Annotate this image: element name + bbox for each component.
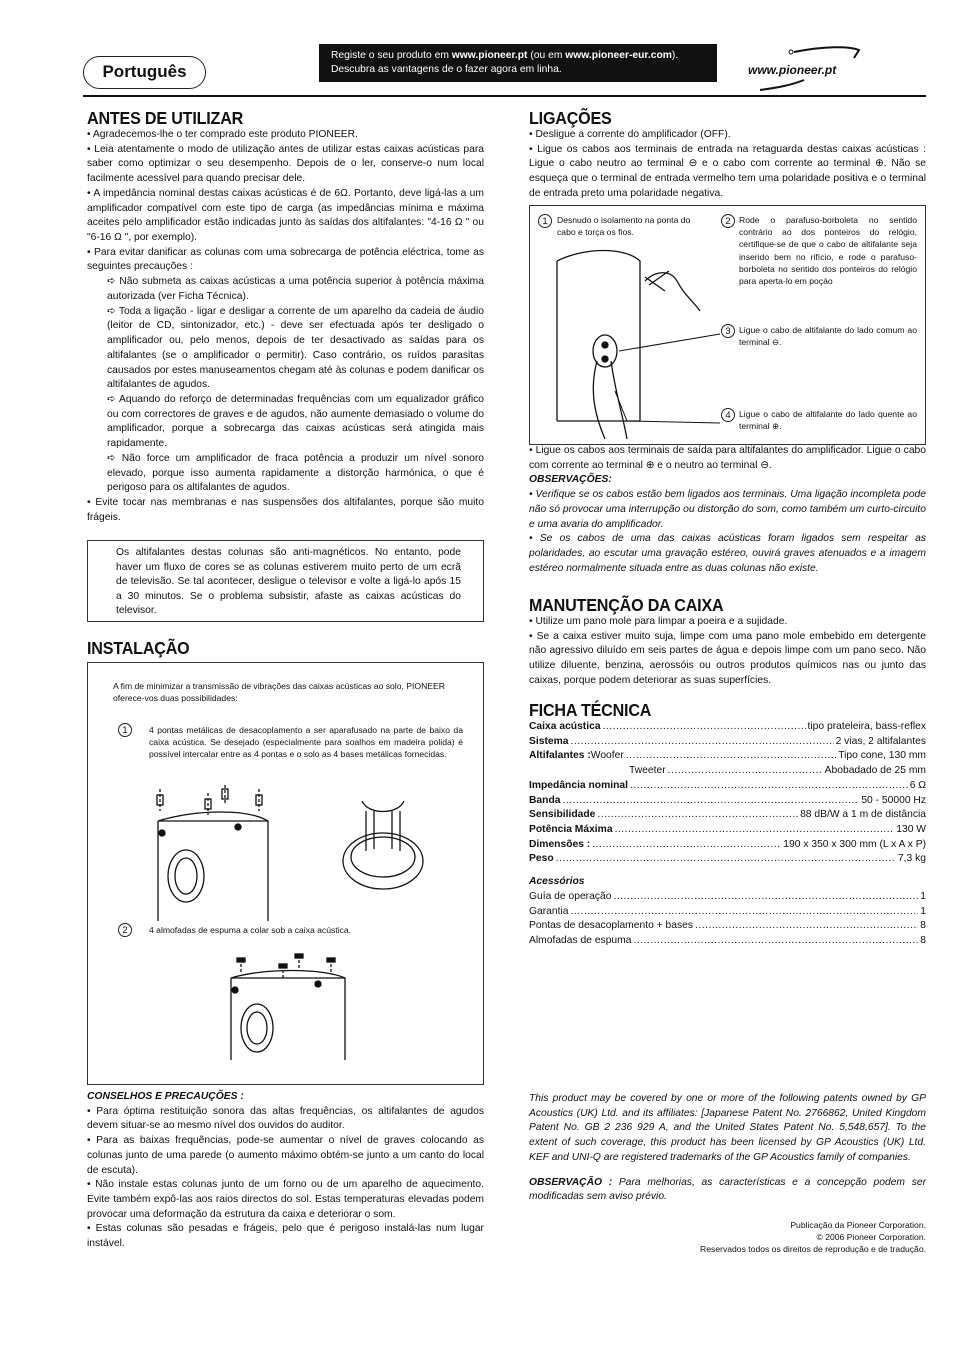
language-label: Português <box>83 56 206 89</box>
antes-p5: ➪ Não submeta as caixas acústicas a uma potência superior à potência máxima autorizada (ver Ficha Técnica). <box>107 276 484 302</box>
banner-text: ). <box>671 50 679 61</box>
accessory-value: 1 <box>920 905 926 917</box>
footer-obs-label: OBSERVAÇÃO : <box>529 1176 613 1188</box>
lig-step2-number-label: 2 <box>721 214 735 228</box>
antes-p7: ➪ Aquando do reforço de determinadas frequências com um equalizador gráfico ou com correctores de graves e de agudos, não aumente demasiado o volume do amplificador, porque a sobrecarga das caixas acústicas será atingida mais rapidamente. <box>107 393 484 450</box>
spec-label: Sistema <box>529 735 569 747</box>
instalacao-box <box>87 662 484 1085</box>
spec-leader <box>571 735 834 750</box>
conselhos-p1: • Para óptima restituição sonora das altas frequências, os altifalantes de agudos devem situar-se ao mesmo nível dos ouvidos do auditor. <box>87 1105 484 1132</box>
spec-row <box>529 823 926 838</box>
ligacoes-diagram-box <box>529 205 926 445</box>
spec-row <box>529 720 926 735</box>
manutencao-p2: • Se a caixa estiver muito suja, limpe com uma pano mole embebido em detergente não agressivo diluído em seis partes de água e depois limpe com um pano seco. Não utilize diluente, benzina, aerossóis ou outros produtos químicos nas ou junto das caixas, porque podem deteriorar as suas superfícies. <box>529 630 926 686</box>
lig-step2-text: Rode o parafuso-borboleta no sentido contrário ao dos ponteiros do relógio, certifique-se de que o cabo de altifalante seja inserido bem no rifício, e rode o parafuso-borboleta no sentido dos ponteiros do relógio para aperta-lo em poçáo <box>739 215 917 287</box>
publication-line3: Reservados todos os direitos de reprodução e de tradução. <box>700 1244 926 1255</box>
accessory-value: 1 <box>920 890 926 902</box>
publication-line2: © 2006 Pioneer Corporation. <box>816 1232 926 1243</box>
spec-leader <box>592 838 781 853</box>
accessory-label: Almofadas de espuma <box>529 935 632 947</box>
spec-value: 50 - 50000 Hz <box>861 794 926 806</box>
banner-line2: Descubra as vantagens de o fazer agora em linha. <box>331 64 562 75</box>
antes-p6: ➪ Toda a ligação - ligar e desligar a corrente de um aparelho da cadeia de áudio (leitor de CD, sintonizador, etc.) - deve ser efectuada após ter desligado o amplificador ou, pelo menos, depois de ter desactivado as saídas para os altifalantes (se o amplificador o permitir). Caso contrário, os ruídos parasitas causados por estes manuseamentos chegam até às colunas e podem danificar os altifalantes de agudos. <box>107 305 484 391</box>
spec-label: Impedância nominal <box>529 779 628 791</box>
antimagnetic-note: Os altifalantes destas colunas são anti-magnéticos. No entanto, pode haver um fluxo de cores se as colunas estiverem muito perto de um ecrã de televisão. Se tal acontecer, desligue o televisor e volte a ligá-lo após 15 a 30 minutos. Se o problema subsistir, afaste as caixas acústicas do televisor. <box>116 547 461 617</box>
manutencao-section <box>529 595 926 689</box>
spec-row <box>529 735 926 750</box>
spec-value: tipo prateleira, bass-reflex <box>807 721 926 732</box>
accessory-label: Garantia <box>529 905 569 917</box>
spec-value: 2 vias, 2 altifalantes <box>835 735 926 747</box>
conselhos-p4: • Estas colunas são pesadas e frágeis, pelo que é perigoso instalá-las num lugar instável. <box>87 1223 484 1250</box>
spec-label: Potência Máxima <box>529 824 613 836</box>
step2-number <box>118 923 136 939</box>
spec-value: 6 Ω <box>909 779 926 791</box>
foam-pads-illustration <box>223 948 363 1060</box>
spec-label: Altifalantes : <box>529 750 591 762</box>
accessory-label: Guía de operação <box>529 890 612 902</box>
spec-value: 88 dB/W a 1 m de distância <box>800 809 926 821</box>
step2-number-label: 2 <box>118 923 132 937</box>
banner-text: (ou em <box>527 50 566 61</box>
acc-title: Acessórios <box>529 876 585 888</box>
conselhos-p2: • Para as baixas frequências, pode-se aumentar o nível de graves colocando as colunas junto de uma parede (o aumento máximo obtém-se junto a um canto do local de escuta). <box>87 1135 484 1176</box>
spec-label: Caixa acústica <box>529 721 601 732</box>
spec-label: Dimensões : <box>529 838 591 850</box>
accessory-row <box>529 890 926 905</box>
spec-sublabel: Woofer <box>590 750 624 762</box>
spec-leader <box>597 808 798 823</box>
conselhos-title: CONSELHOS E PRECAUÇÕES : <box>87 1091 244 1102</box>
ligacoes-p2: • Ligue os cabos aos terminais de entrada na retaguarda destas caixas acústicas : Ligue o cabo neutro ao terminal ⊖ e o cabo com corrente ao terminal ⊕. Não se esqueça que o terminal de entrada vermelho tem uma polaridade positiva e o terminal de entrada preto uma polaridade negativa. <box>529 143 926 199</box>
patent-notice: This product may be covered by one or more of the following patents owned by GP Acoustics (UK) Ltd. and its affiliates: [Japanese Patent No. 2766862, United Kingdom Patent No. GB 2 236 929 A, and the United States Patent No. 5,548,657]. To the extent of such coverage, this product has been licensed by GP Acoustics (UK) Ltd. KEF and UNI-Q are registered trademarks of the GP Acoustics family of companies. <box>529 1093 926 1163</box>
spec-row <box>529 779 926 794</box>
spec-label: Sensibilidade <box>529 809 596 821</box>
antes-p2: • Leia atentamente o modo de utilização antes de utilizar estas caixas acústicas para saber como optimizar o seu desempenho. Depois de o ler, conserve-o num local facilmente acessível para quando precisar dele. <box>87 143 484 185</box>
spec-sublabel: Tweeter <box>629 765 666 777</box>
accessory-label: Pontas de desacoplamento + bases <box>529 920 694 932</box>
instalacao-title: INSTALAÇÃO <box>87 638 190 658</box>
spec-leader <box>562 794 859 809</box>
spikes-illustration <box>138 781 468 921</box>
spec-leader <box>626 749 836 764</box>
step2-text: 4 almofadas de espuma a colar sob a caixa acústica. <box>149 925 352 935</box>
spec-row <box>529 749 926 764</box>
spec-value: 130 W <box>896 824 926 836</box>
lig-step4-number-label: 4 <box>721 408 735 422</box>
conselhos-section <box>87 1090 484 1252</box>
spec-label: Banda <box>529 794 561 806</box>
spec-value: 7,3 kg <box>897 853 926 865</box>
ficha-title: FICHA TÉCNICA <box>529 700 652 720</box>
spec-value: Tipo cone, 130 mm <box>838 750 926 762</box>
spec-row <box>529 794 926 809</box>
manutencao-title: MANUTENÇÃO DA CAIXA <box>529 595 724 615</box>
instalacao-title-wrap <box>87 638 198 658</box>
spec-value: Abobadado de 25 mm <box>824 765 926 777</box>
lig-step1-number-label: 1 <box>538 214 552 228</box>
lig-step3-text: Ligue o cabo de altifalante do lado comum ao terminal ⊖. <box>739 325 917 348</box>
ligacoes-title: LIGAÇÕES <box>529 108 612 128</box>
spec-label: Peso <box>529 853 554 865</box>
publication-line1: Publicação da Pioneer Corporation. <box>790 1220 926 1231</box>
ligacoes-obs-title: OBSERVAÇÕES: <box>529 474 612 486</box>
antes-p3: • A impedância nominal destas caixas acústicas é de 6Ω. Portanto, deve ligá-las a um amplificador compatível com este tipo de carga (as impedâncias mínima e máxima aceites pelo amplificador estão indicadas junto às saídas dos altifalantes: "4-16 Ω " ou "6-16 Ω ", por exemplo). <box>87 187 484 244</box>
banner-link-pt[interactable]: www.pioneer.pt <box>451 50 528 61</box>
ligacoes-p3: • Ligue os cabos aos terminais de saída para altifalantes do amplificador. Ligue o cabo com corrente ao terminal ⊕ e o neutro ao terminal ⊖. <box>529 445 926 471</box>
spec-row <box>529 808 926 823</box>
lig-step2-number <box>721 214 739 230</box>
spec-row <box>529 852 926 867</box>
antes-p9: • Evite tocar nas membranas e nas suspensões dos altifalantes, porque são muito frágeis. <box>87 496 484 523</box>
footer-section <box>529 1092 926 1256</box>
ligacoes-obs1: • Verifique se os cabos estão bem ligados aos terminais. Uma ligação incompleta pode não só provocar uma interrupção ou distorção do som, como também um curto-circuito e uma avaria do amplificador. <box>529 489 926 530</box>
spec-leader <box>556 852 896 867</box>
accessory-leader <box>613 890 918 905</box>
step1-text: 4 pontas metálicas de desacoplamento a ser aparafusado na parte de baixo da caixa acústica. Se desejado (especialmente para soalhos em madeira polida) é possível intercalar entre as 4 pontas e o solo as 4 bases metálicas fornecidas. <box>149 725 463 760</box>
accessory-list <box>529 890 926 949</box>
spec-row <box>529 838 926 853</box>
spec-leader <box>668 764 823 779</box>
accessory-value: 8 <box>920 935 926 947</box>
antes-p1: • Agradecemos-lhe o ter comprado este produto PIONEER. <box>87 129 358 140</box>
accessory-row <box>529 905 926 920</box>
step1-number-label: 1 <box>118 723 132 737</box>
accessory-row <box>529 919 926 934</box>
antes-p4: • Para evitar danificar as colunas com uma sobrecarga de potência eléctrica, tome as seguintes precauções : <box>87 246 484 273</box>
antes-p8: ➪ Não force um amplificador de fraca potência a produzir um nível sonoro elevado, porque isso aumenta rapidamente a distorção harmónica, o que é perigoso para os altifalantes de agudos. <box>107 452 484 494</box>
antimagnetic-box <box>87 540 484 622</box>
ligacoes-p1: • Desligue a corrente do amplificador (OFF). <box>529 129 731 140</box>
banner-text: Registe o seu produto em <box>331 50 452 61</box>
spec-leader <box>630 779 908 794</box>
spec-value: 190 x 350 x 300 mm (L x A x P) <box>783 838 926 850</box>
spec-list <box>529 720 926 867</box>
conselhos-p3: • Não instale estas colunas junto de um forno ou de um aparelho de aquecimento. Evite também expô-las aos raios directos do sol. Estas temperaturas elevadas podem provocar uma deformação da estrutura da caixa e deteriorar o som. <box>87 1179 484 1220</box>
lig-step1-number <box>538 214 556 230</box>
accessory-leader <box>571 905 919 920</box>
lig-step4-text: Ligue o cabo de altifalante do lado quente ao terminal ⊕. <box>739 409 917 432</box>
lig-step3-number-label: 3 <box>721 324 735 338</box>
antes-title: ANTES DE UTILIZAR <box>87 108 244 128</box>
registration-banner <box>319 44 717 82</box>
spec-leader <box>603 720 806 735</box>
instalacao-intro: A fim de minimizar a transmissão de vibrações das caixas acústicas ao solo, PIONEER oferece-vos duas possibilidades: <box>113 681 445 704</box>
manutencao-p1: • Utilize um pano mole para limpar a poeira e a sujidade. <box>529 616 788 627</box>
speaker-rear-illustration <box>545 241 725 441</box>
footer-obs-text: Para melhorias, as características e a concepção podem ser modificadas sem aviso prévio. <box>529 1176 927 1203</box>
ficha-section <box>529 700 926 949</box>
spec-row <box>529 764 926 779</box>
ligacoes-section <box>529 108 926 202</box>
header-rule <box>83 95 926 97</box>
pioneer-site-link[interactable]: www.pioneer.pt <box>748 63 837 77</box>
ligacoes-obs2: • Se os cabos de uma das caixas acústicas foram ligados sem respeitar as polaridades, ao escutar uma gravação estéreo, ouvirá graves atenuados e a imagem estéreo normalmente situada entre as duas colunas não existe. <box>529 533 926 574</box>
antes-section <box>87 108 484 525</box>
banner-link-eur[interactable]: www.pioneer-eur.com <box>565 50 672 61</box>
spec-leader <box>615 823 895 838</box>
accessory-leader <box>695 919 918 934</box>
accessory-leader <box>633 934 918 949</box>
step1-number <box>118 723 136 739</box>
ligacoes-after <box>529 444 926 576</box>
lig-step1-text: Desnudo o isolamento na ponta do cabo e torça os fios. <box>557 215 691 238</box>
accessory-value: 8 <box>920 920 926 932</box>
accessory-row <box>529 934 926 949</box>
